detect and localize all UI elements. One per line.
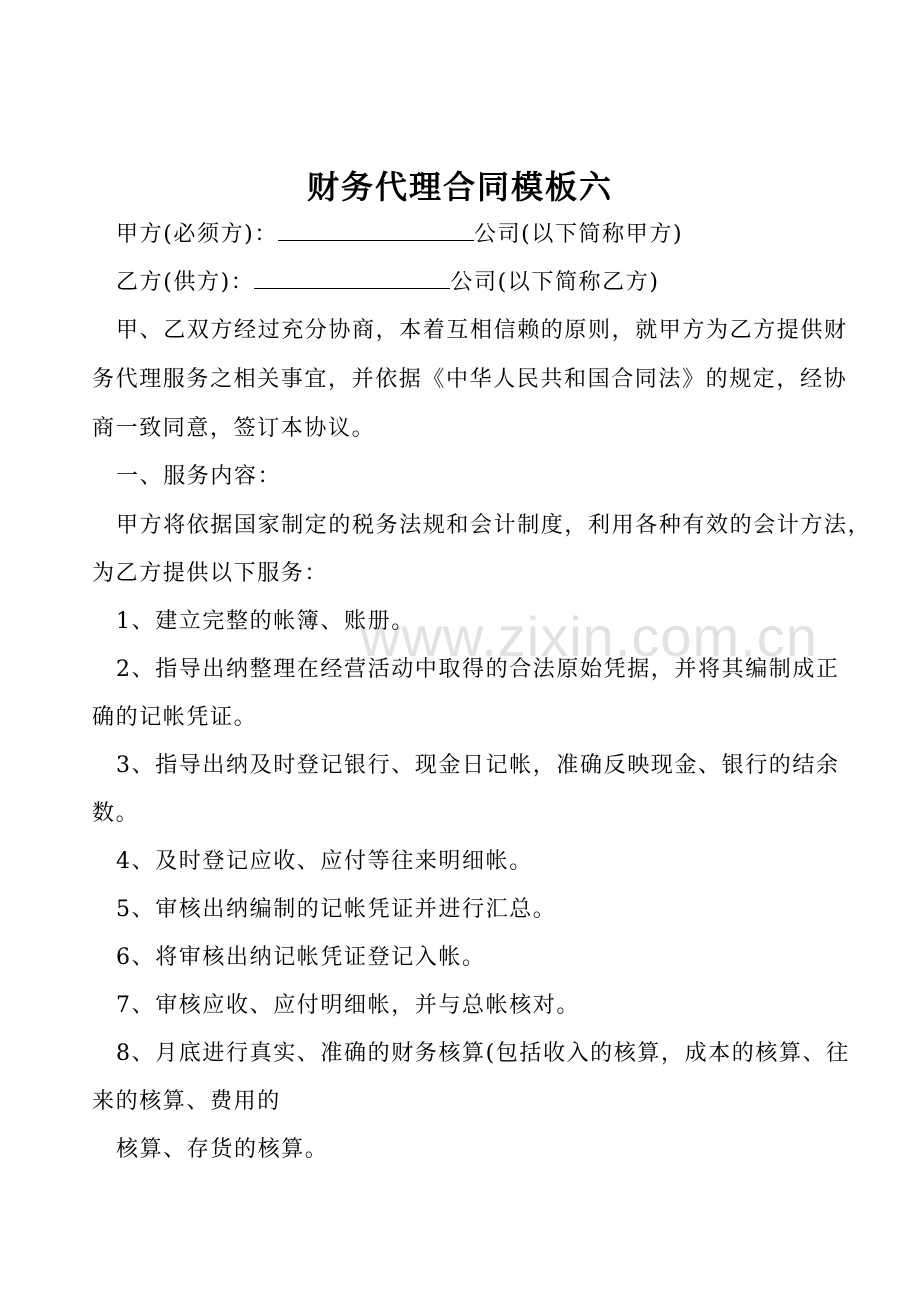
list-item: 5、审核出纳编制的记帐凭证并进行汇总。 xyxy=(116,897,557,922)
document-title: 财务代理合同模板六 xyxy=(306,168,613,206)
list-item: 2、指导出纳整理在经营活动中取得的合法原始凭据，并将其编制成正 xyxy=(116,657,840,682)
watermark: www.zixin.com.cn xyxy=(360,605,818,668)
party-a-suffix: 公司(以下简称甲方) xyxy=(473,222,684,247)
list-item-continuation: 数。 xyxy=(92,801,140,826)
section-intro-line: 为乙方提供以下服务： xyxy=(92,561,329,586)
party-b-blank[interactable] xyxy=(254,270,450,289)
intro-line: 甲、乙双方经过充分协商，本着互相信赖的原则，就甲方为乙方提供财 xyxy=(116,318,848,343)
party-a-line xyxy=(116,220,683,250)
party-a-label: 甲方(必须方)： xyxy=(116,222,278,247)
party-b-suffix: 公司(以下简称乙方) xyxy=(450,270,660,295)
list-item: 7、审核应收、应付明细帐，并与总帐核对。 xyxy=(116,993,580,1018)
party-b-label: 乙方(供方)： xyxy=(116,270,255,295)
intro-line: 商一致同意，签订本协议。 xyxy=(92,416,376,441)
party-b-line xyxy=(116,268,660,298)
list-item: 1、建立完整的帐簿、账册。 xyxy=(116,609,415,634)
list-item-continuation: 核算、存货的核算。 xyxy=(116,1137,329,1162)
list-item-continuation: 来的核算、费用的 xyxy=(92,1089,281,1114)
party-a-blank[interactable] xyxy=(278,222,474,241)
section-heading: 一、服务内容： xyxy=(116,464,282,489)
section-intro-line: 甲方将依据国家制定的税务法规和会计制度，利用各种有效的会计方法， xyxy=(116,513,872,538)
list-item-continuation: 确的记帐凭证。 xyxy=(92,705,258,730)
list-item: 6、将审核出纳记帐凭证登记入帐。 xyxy=(116,945,486,970)
list-item: 8、月底进行真实、准确的财务核算(包括收入的核算，成本的核算、往 xyxy=(116,1041,850,1066)
list-item: 4、及时登记应收、应付等往来明细帐。 xyxy=(116,849,533,874)
list-item: 3、指导出纳及时登记银行、现金日记帐，准确反映现金、银行的结余 xyxy=(116,753,840,778)
intro-line: 务代理服务之相关事宜，并依据《中华人民共和国合同法》的规定，经协 xyxy=(92,367,848,392)
